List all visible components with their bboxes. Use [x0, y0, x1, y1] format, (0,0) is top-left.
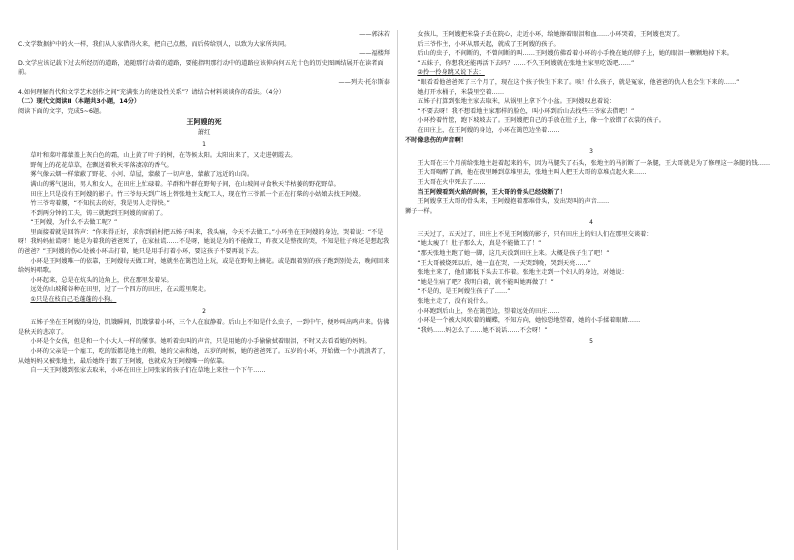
paragraph: “王大哥被烧死以后，她一直在哭，一天哭到晚，哭到天亮……” — [417, 259, 591, 267]
paragraph: 远处的山坡稀谷种在田里，过了一个四方的田庄，在云霞里爬走。 — [30, 286, 210, 294]
story-title: 王阿嫂的死 — [186, 118, 222, 127]
paragraph: 三天过了，五天过了，田庄上不见王阿嫂的影子，只有田庄上的妇人们在那里交谈着： — [417, 230, 653, 238]
quote-line: “我妈……妈怎么了……她不说话……不会呀！” — [417, 326, 548, 334]
section-header: （二）现代文阅读Ⅱ（本题共3小题，14分） — [18, 98, 141, 106]
paragraph: 张地主走了，没有说什么。 — [417, 298, 492, 306]
paragraph: 竹三爷弯着腰，“不知抗去的好，我是男人走得快。” — [30, 200, 170, 208]
emphasis-line: 当王阿嫂看到火焰的时候，王大哥的骨头已经烧断了！ — [417, 188, 566, 196]
paragraph: 小环起来，总是在炕头的边角上，伏在那里发着呆。 — [30, 276, 173, 284]
emphasis-line: 不时像悲伤的声音啊！ — [405, 136, 467, 144]
paragraph: “不是的，是王阿嫂生孩子了……” — [417, 288, 511, 296]
paragraph: 五姊子打算到张地主家去取米，从锅里上拿下个小盆。王阿嫂叹息着说： — [417, 98, 616, 106]
paragraph: 草叶和菜叶都蒙盖上灰白色的霜，山上黄了叶子的树，在等候太阳。太阳出来了，又走进朝霞去。 — [30, 152, 297, 160]
paragraph: 狮子一样。 — [405, 207, 436, 215]
paragraph: “不要去呀！我不想看地主家那样的脸色，叫小环到后山去找些三爷家去借吧！” — [417, 107, 635, 115]
paragraph: “那天张地主跑了她一脚，这几天没到田庄上来。大概是孩子生了吧！” — [417, 250, 610, 258]
underlined-sentence: ①只是在枝自己毛蓬蓬的小狗。 — [30, 296, 117, 304]
paragraph: 田庄上只是没有王阿嫂的影子。竹三爷每天到广场上替张地主支配工人，现在竹三爷派一个正在打柴的小姑娘去找王阿嫂。 — [30, 190, 365, 198]
paragraph: 她打开水桶子，米袋里空着…… — [417, 88, 505, 96]
right-column — [405, 30, 777, 349]
section-instruction: 阅读下面的文字，完成5~6题。 — [18, 107, 106, 115]
paragraph: 在田庄上，在王阿嫂的身边，小环在篱笆边坐着…… — [417, 126, 560, 134]
option-d: D.文学应该记载下过去所经历的道路，追随那行动着的道路，要能指明那行动中的道路应该伸向何五光十色的历史图画结展开在读者面前。 — [18, 59, 384, 77]
attribution: ——福楼拜 — [359, 50, 390, 58]
paragraph: “眼看看他爸爸死了三个月了，现在这个孩子快生下来了。咳！什么孩子，就是冤家，他爸爸的仇人也会生下来的……” — [417, 78, 740, 86]
paragraph: “她是生病了吧？我明白着，就不能叫她再做了！” — [417, 278, 554, 286]
section-number: 2 — [202, 307, 206, 315]
paragraph: 王大哥在火中死去了…… — [417, 178, 486, 186]
column-divider — [397, 30, 398, 550]
paragraph: 王大哥在三个月前给张地主赶着起来的车，因为马腿失了石头，张地主的马折断了一条腿，王大哥就是为了修理这一条腿的钱…… — [417, 159, 771, 167]
paragraph: “她太瘦了！肚子那么大，真是不能做工了！” — [417, 240, 542, 248]
paragraph: 自一天王阿嫂到张家去取米，小环在田庄上同张家的孩子们在草地上来往一个下午…… — [30, 367, 266, 375]
attribution: ——郭沫若 — [359, 31, 390, 38]
paragraph: 里面接着就是回答声：“你来得正好，求你到前村把五姊子叫来，我头痛，今天不去做工。”小环坐在王阿嫂的身边，哭着说：“不是呀！我妈妈扯谎呀！她是为着我的爸爸死了，在家扯谎……不是呀，她说是为的不能做工，昨夜又是整夜的哭，不知是肚子疼还是想起我的爸爸？”王阿嫂的伤心处被小环击打着，她只是用手打着小环，要这孩子不要再说下去。 — [18, 228, 390, 256]
paragraph: 小环是王阿嫂唯一的依靠，王阿嫂每天做工时，她就坐在篱笆边上玩，或是在野甸上摘花。或是跟着别的孩子跑到别处去，晚间回来给妈妈唱歌。 — [18, 257, 390, 275]
story-author: 萧红 — [197, 127, 211, 136]
paragraph: 野甸上的花花草草，在飘送着秋天零落凄凉的香气。 — [30, 161, 173, 169]
paragraph: 王阿嫂拿王大哥的骨头来，王阿嫂抱着那堆骨头，发出哭叫的声音…… — [417, 198, 610, 206]
paragraph: 小环跑到后山上，坐在篱笆边，望着远处的田庄…… — [417, 307, 560, 315]
section-number: 5 — [589, 338, 593, 346]
underlined-sentence: ②拎一拎身跳又说下去： — [417, 69, 485, 77]
paragraph: 张地主来了，他们都低下头去工作着。张地主走到一个妇人的身边，对她说： — [417, 269, 628, 277]
section-number: 1 — [202, 140, 206, 148]
paragraph: 王大哥喝醉了酒，他在夜里睡到草堆里去，张地主叫人把王大哥的草堆点起火来…… — [417, 169, 647, 177]
section-number: 3 — [589, 148, 593, 156]
paragraph: 后山的虫子，不间断的，不曾间断的叫……王阿嫂仿佛看着小环的小手挽在她的脖子上，她的眼泪一颗颗地掉下来。 — [417, 50, 733, 58]
paragraph: “王阿嫂，为什么不去做工呢？” — [30, 219, 118, 227]
paragraph: 小环的父亲是一个雇工，吃的饭都是地主的粮，她的父亲和她，五岁的时候，她的爸爸死了。五岁的小环，开始做一个小流浪者了，从她妈妈又被张地主，最后她终于跟了王阿嫂，也就成为王阿嫂唯一的依靠。 — [18, 348, 390, 365]
paragraph: 满山的雾气退出，男人和女人，在田庄上忙碌着。羊群和牛群在野甸子间，在山坡间寻食秋天半枯萎的野花野草。 — [30, 180, 340, 188]
paragraph: 女孩儿，王阿嫂把米袋子丢在院心，走近小环，给她擦着眼泪和血……小环哭着，王阿嫂也哭了。 — [417, 31, 684, 38]
option-c: C.文学数据护中的火一样，我们从人家借得火来，把自己点燃，而后传给别人，以致为大家所共同。 — [18, 40, 291, 48]
question-4: 4.如何理解肖代和文学艺术创作之间“充满张力的建设性关系”？请结合材料谈谈你的看法。（4分） — [18, 88, 285, 96]
paragraph: 后三爷作主，小环从那天起，就成了王阿嫂的孩子。 — [417, 40, 560, 48]
paragraph: “五妹子，你想我还能再活下去吗？……不久王阿嫂就在张地主家里吃饭吧……” — [417, 59, 635, 67]
attribution: ——列夫·托尔斯泰 — [338, 78, 390, 86]
section-number: 4 — [589, 219, 593, 227]
paragraph: 雾气像云烟一样蒙蔽了野花、小河、草屋，蒙蔽了一切声息，蒙蔽了远近的山岗。 — [30, 171, 254, 179]
paragraph: 小环拎着竹筐，跑下坡坡去了。王阿嫂把自己的手放在肚子上，像一个放错了衣裳的孩子。 — [417, 117, 665, 125]
paragraph: 五姊子坐在王阿嫂的身边，饥饿瞬间，饥饿掌着小环，三个人在寂静着。后山上不知是什么虫子，一到中午，便吵叫出鸣声来。仿佛是秋天的悲凉了。 — [18, 319, 390, 336]
paragraph: 小环是一个被大风吹着的蝴蝶，不知方向，她惊恐地望着，她的小手揉着眼睛…… — [417, 317, 641, 325]
paragraph: 不到两分钟的工夫，铸三就跑到王阿嫂的窗前了。 — [30, 209, 167, 217]
left-column — [18, 30, 390, 376]
paragraph: 小环是个女孩，但是和一个小大人一样的懂事。她听着虫叫的声音，只是用她的小手偷偷拭着眼泪，不时又去看看她的妈妈。 — [30, 338, 371, 346]
